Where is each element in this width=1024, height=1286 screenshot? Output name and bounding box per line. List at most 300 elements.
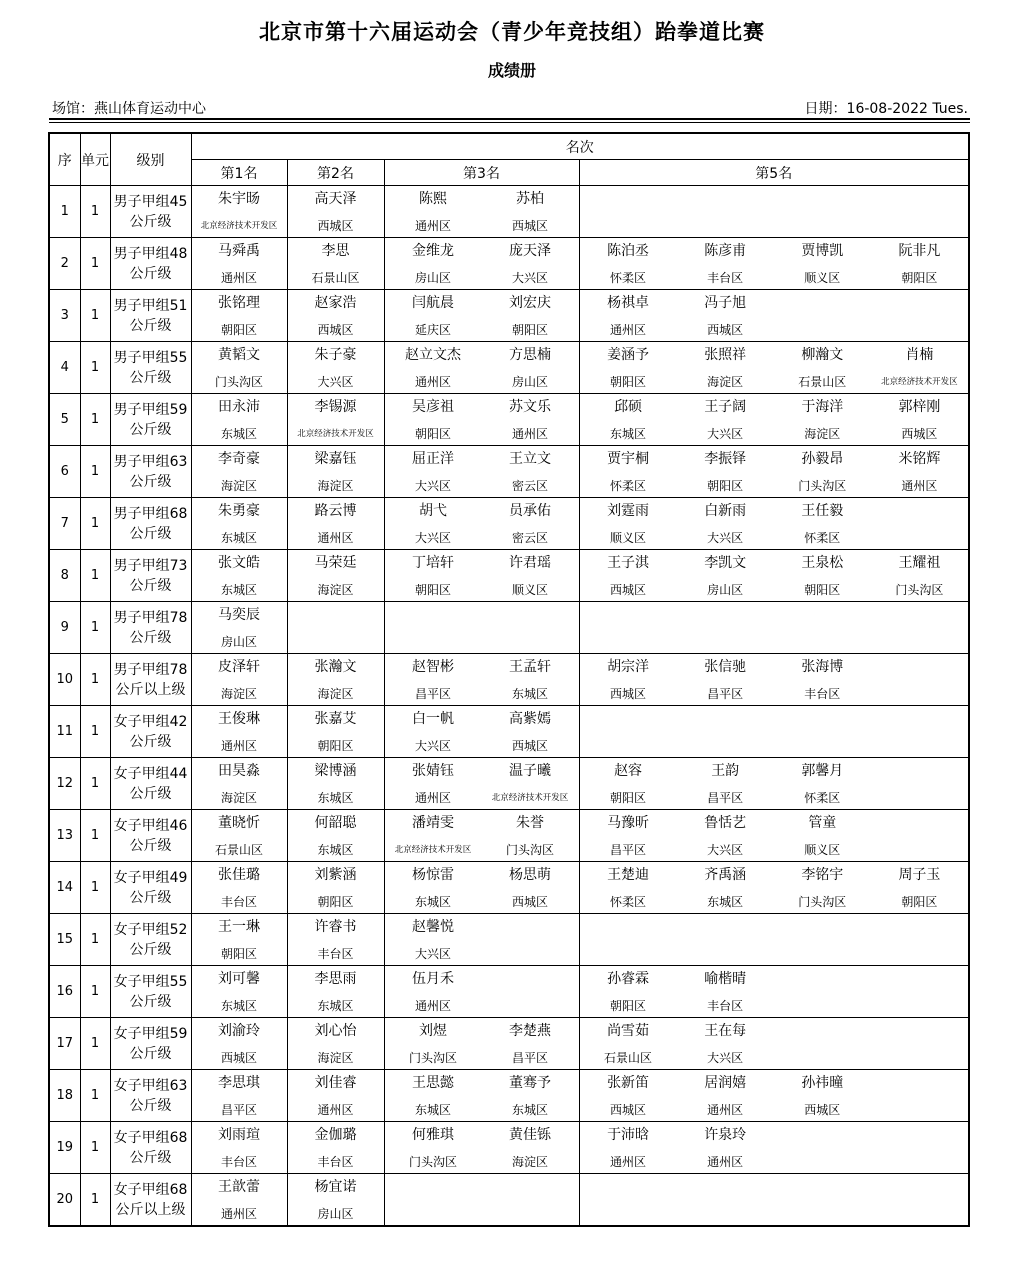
- third-place-group: [385, 446, 579, 497]
- third-place-group: [385, 498, 579, 549]
- athlete-entry: [677, 1122, 774, 1173]
- athlete-entry: [192, 186, 287, 237]
- row-category: [110, 446, 191, 498]
- athlete-name: 李奇豪: [218, 451, 260, 467]
- athlete-entry: [774, 342, 871, 393]
- athlete-district: 东城区: [511, 1103, 548, 1117]
- row-seq: 14: [49, 862, 80, 914]
- athlete-name: 赵馨悦: [412, 919, 454, 935]
- athlete-district: 西城区: [804, 1103, 841, 1117]
- athlete-entry: [871, 238, 968, 289]
- athlete-name: 张婧钰: [412, 763, 454, 779]
- category-line-1: 男子甲组45: [113, 193, 188, 210]
- third-place-cell: [384, 342, 579, 394]
- athlete-district: 大兴区: [707, 1051, 744, 1065]
- athlete-entry: [288, 914, 384, 965]
- third-place-group: [385, 862, 579, 913]
- table-row: [49, 914, 969, 966]
- header-seq: 序: [49, 133, 80, 186]
- athlete-entry: [677, 1018, 774, 1069]
- header-rule-thin: [49, 122, 970, 123]
- athlete-district: 东城区: [610, 427, 647, 441]
- second-place-cell: [287, 394, 384, 446]
- header-category: 级别: [110, 133, 191, 186]
- athlete-district: 门头沟区: [895, 583, 944, 597]
- athlete-entry: [871, 862, 968, 913]
- athlete-entry: [774, 446, 871, 497]
- athlete-name: 孙祎曈: [801, 1075, 844, 1091]
- row-seq: 10: [49, 654, 80, 706]
- athlete-district: 大兴区: [414, 479, 451, 493]
- third-place-cell: [384, 966, 579, 1018]
- fifth-place-group: [580, 290, 969, 341]
- category-line-2: 公斤级: [129, 577, 172, 594]
- athlete-district: 东城区: [317, 999, 354, 1013]
- third-place-cell: [384, 394, 579, 446]
- athlete-name: 马奕辰: [218, 607, 260, 623]
- athlete-name: 马豫昕: [607, 815, 650, 831]
- third-place-cell: [384, 862, 579, 914]
- athlete-entry: [288, 342, 384, 393]
- row-unit: 1: [80, 654, 110, 706]
- row-category: [110, 966, 191, 1018]
- athlete-entry: [482, 1122, 579, 1173]
- athlete-name: 皮泽轩: [218, 659, 260, 675]
- athlete-name: 李锡源: [314, 399, 357, 415]
- athlete-district: 东城区: [220, 999, 257, 1013]
- athlete-district: 海淀区: [317, 687, 354, 701]
- athlete-name: 张铭理: [218, 295, 260, 311]
- athlete-district: 西城区: [511, 219, 548, 233]
- athlete-name: 金维龙: [412, 243, 454, 259]
- athlete-district: 海淀区: [804, 427, 841, 441]
- first-place-cell: [191, 238, 287, 290]
- athlete-district: 石景山区: [604, 1051, 653, 1065]
- third-place-cell: [384, 706, 579, 758]
- athlete-name: 张佳璐: [218, 867, 260, 883]
- athlete-entry: [580, 342, 677, 393]
- athlete-district: 延庆区: [414, 323, 451, 337]
- athlete-district: 昌平区: [610, 843, 647, 857]
- athlete-name: 黄佳铄: [509, 1127, 551, 1143]
- category-line-1: 男子甲组55: [113, 349, 188, 366]
- athlete-district: 朝阳区: [414, 583, 451, 597]
- athlete-name: 赵家浩: [314, 295, 357, 311]
- second-place-cell: [287, 706, 384, 758]
- athlete-name: 许睿书: [314, 919, 357, 935]
- third-place-group: [385, 290, 579, 341]
- athlete-entry: [677, 238, 774, 289]
- athlete-name: 员承佑: [509, 503, 551, 519]
- athlete-name: 柳瀚文: [801, 347, 844, 363]
- athlete-name: 潘靖雯: [412, 815, 454, 831]
- fifth-place-cell: [579, 1070, 969, 1122]
- athlete-entry: [774, 810, 871, 861]
- athlete-district: 通州区: [414, 999, 451, 1013]
- row-category: [110, 810, 191, 862]
- first-place-cell: [191, 1018, 287, 1070]
- athlete-district: 大兴区: [414, 739, 451, 753]
- athlete-district: 丰台区: [317, 1155, 354, 1169]
- fifth-place-cell: [579, 290, 969, 342]
- athlete-district: 东城区: [317, 843, 354, 857]
- athlete-name: 于沛晗: [607, 1127, 650, 1143]
- row-category: [110, 1070, 191, 1122]
- athlete-district: 顺义区: [610, 531, 647, 545]
- row-unit: 1: [80, 498, 110, 550]
- first-place-cell: [191, 446, 287, 498]
- third-place-cell: [384, 602, 579, 654]
- athlete-entry: [774, 862, 871, 913]
- third-place-cell: [384, 186, 579, 238]
- results-table: [48, 132, 970, 1227]
- first-place-cell: [191, 290, 287, 342]
- table-row: [49, 342, 969, 394]
- athlete-entry: [385, 446, 482, 497]
- athlete-district: 丰台区: [317, 947, 354, 961]
- athlete-district: 海淀区: [317, 583, 354, 597]
- third-place-cell: [384, 238, 579, 290]
- row-seq: 8: [49, 550, 80, 602]
- athlete-entry: [288, 238, 384, 289]
- second-place-cell: [287, 1174, 384, 1227]
- athlete-district: 东城区: [511, 687, 548, 701]
- athlete-name: 苏柏: [516, 191, 544, 207]
- row-unit: 1: [80, 1122, 110, 1174]
- athlete-district: 房山区: [220, 635, 257, 649]
- athlete-name: 刘煜: [419, 1023, 447, 1039]
- athlete-entry: [482, 394, 579, 445]
- athlete-name: 赵容: [614, 763, 643, 779]
- athlete-district: 北京经济技术开发区: [394, 845, 472, 855]
- athlete-district: 大兴区: [317, 375, 354, 389]
- athlete-name: 张海博: [801, 659, 844, 675]
- third-place-cell: [384, 758, 579, 810]
- third-place-cell: [384, 914, 579, 966]
- athlete-entry: [385, 186, 482, 237]
- athlete-name: 王子阔: [704, 399, 747, 415]
- athlete-district: 朝阳区: [901, 271, 938, 285]
- athlete-entry: [677, 290, 774, 341]
- row-seq: 7: [49, 498, 80, 550]
- fifth-place-cell: [579, 1018, 969, 1070]
- athlete-district: 朝阳区: [610, 999, 647, 1013]
- category-line-1: 女子甲组68: [113, 1129, 188, 1146]
- category-line-1: 女子甲组44: [113, 765, 188, 782]
- athlete-district: 朝阳区: [610, 791, 647, 805]
- athlete-name: 李思雨: [314, 971, 357, 987]
- athlete-name: 孙毅昂: [801, 451, 844, 467]
- row-unit: 1: [80, 706, 110, 758]
- athlete-name: 管童: [808, 815, 837, 831]
- third-place-group: [385, 1122, 579, 1173]
- second-place-cell: [287, 602, 384, 654]
- athlete-name: 周子玉: [898, 867, 941, 883]
- athlete-entry: [677, 342, 774, 393]
- athlete-entry: [385, 1018, 482, 1069]
- athlete-entry: [677, 654, 774, 705]
- category-line-1: 女子甲组63: [113, 1077, 188, 1094]
- fifth-place-cell: [579, 342, 969, 394]
- athlete-entry: [385, 706, 482, 757]
- athlete-name: 刘心怡: [314, 1023, 357, 1039]
- athlete-entry: [385, 1122, 482, 1173]
- first-place-cell: [191, 498, 287, 550]
- row-seq: 19: [49, 1122, 80, 1174]
- athlete-entry: [871, 394, 968, 445]
- athlete-district: 朝阳区: [707, 479, 744, 493]
- athlete-name: 高紫嫣: [509, 711, 551, 727]
- athlete-name: 王思懿: [412, 1075, 454, 1091]
- athlete-district: 房山区: [707, 583, 744, 597]
- category-line-1: 女子甲组46: [113, 817, 188, 834]
- athlete-name: 张嘉艾: [314, 711, 357, 727]
- athlete-name: 屈正洋: [412, 451, 454, 467]
- athlete-district: 朝阳区: [414, 427, 451, 441]
- athlete-entry: [774, 758, 871, 809]
- athlete-district: 西城区: [707, 323, 744, 337]
- athlete-name: 邱硕: [614, 399, 643, 415]
- athlete-name: 贾博凯: [801, 243, 844, 259]
- row-category: [110, 290, 191, 342]
- category-line-2: 公斤以上级: [115, 1201, 186, 1218]
- athlete-name: 吴彦祖: [412, 399, 454, 415]
- category-line-2: 公斤级: [129, 889, 172, 906]
- row-seq: 5: [49, 394, 80, 446]
- athlete-entry: [385, 966, 482, 1017]
- category-line-2: 公斤级: [129, 265, 172, 282]
- athlete-name: 方思楠: [509, 347, 551, 363]
- third-place-cell: [384, 654, 579, 706]
- athlete-district: 海淀区: [317, 1051, 354, 1065]
- table-row: [49, 394, 969, 446]
- athlete-entry: [385, 654, 482, 705]
- athlete-district: 丰台区: [707, 999, 744, 1013]
- row-category: [110, 1018, 191, 1070]
- athlete-name: 朱宇旸: [218, 191, 260, 207]
- athlete-name: 李凯文: [704, 555, 747, 571]
- second-place-cell: [287, 758, 384, 810]
- category-line-2: 公斤级: [129, 629, 172, 646]
- category-line-1: 男子甲组73: [113, 557, 188, 574]
- athlete-district: 怀柔区: [610, 895, 647, 909]
- athlete-district: 海淀区: [317, 479, 354, 493]
- athlete-entry: [580, 966, 677, 1017]
- athlete-entry: [482, 186, 579, 237]
- athlete-district: 东城区: [220, 583, 257, 597]
- athlete-entry: [677, 862, 774, 913]
- first-place-cell: [191, 758, 287, 810]
- category-line-2: 公斤级: [129, 525, 172, 542]
- results-body: [49, 186, 969, 1227]
- athlete-entry: [677, 810, 774, 861]
- fifth-place-group: [580, 238, 969, 289]
- header-unit: 单元: [80, 133, 110, 186]
- category-line-2: 公斤级: [129, 941, 172, 958]
- athlete-entry: [192, 758, 287, 809]
- fifth-place-group: [580, 966, 969, 1017]
- athlete-district: 密云区: [511, 531, 548, 545]
- third-place-cell: [384, 1174, 579, 1227]
- athlete-name: 李铭宇: [801, 867, 844, 883]
- second-place-cell: [287, 1070, 384, 1122]
- athlete-entry: [482, 290, 579, 341]
- second-place-cell: [287, 550, 384, 602]
- athlete-entry: [192, 498, 287, 549]
- table-row: [49, 238, 969, 290]
- athlete-entry: [288, 862, 384, 913]
- row-category: [110, 342, 191, 394]
- venue-label: 场馆：燕山体育运动中心: [52, 101, 206, 117]
- row-seq: 2: [49, 238, 80, 290]
- athlete-district: 顺义区: [511, 583, 548, 597]
- athlete-entry: [580, 1122, 677, 1173]
- row-seq: 9: [49, 602, 80, 654]
- athlete-district: 北京经济技术开发区: [200, 221, 278, 231]
- athlete-district: 北京经济技术开发区: [297, 429, 374, 439]
- third-place-group: [385, 914, 579, 965]
- athlete-entry: [677, 758, 774, 809]
- athlete-district: 西城区: [901, 427, 938, 441]
- row-seq: 16: [49, 966, 80, 1018]
- second-place-cell: [287, 914, 384, 966]
- athlete-name: 王俊琳: [218, 711, 260, 727]
- third-place-group: [385, 550, 579, 601]
- third-place-cell: [384, 1070, 579, 1122]
- athlete-district: 房山区: [317, 1207, 354, 1221]
- fifth-place-group: [580, 394, 969, 445]
- athlete-name: 王子淇: [607, 555, 650, 571]
- athlete-district: 怀柔区: [610, 479, 647, 493]
- athlete-name: 闫航晨: [412, 295, 454, 311]
- athlete-entry: [385, 810, 482, 861]
- third-place-cell: [384, 1122, 579, 1174]
- row-unit: 1: [80, 602, 110, 654]
- fifth-place-group: [580, 654, 969, 705]
- row-unit: 1: [80, 550, 110, 602]
- athlete-entry: [385, 758, 482, 809]
- athlete-district: 朝阳区: [804, 583, 841, 597]
- category-line-2: 公斤级: [129, 1045, 172, 1062]
- athlete-district: 东城区: [707, 895, 744, 909]
- third-place-cell: [384, 446, 579, 498]
- row-category: [110, 758, 191, 810]
- table-row: [49, 550, 969, 602]
- athlete-entry: [580, 654, 677, 705]
- fifth-place-cell: [579, 1122, 969, 1174]
- athlete-entry: [288, 550, 384, 601]
- second-place-cell: [287, 238, 384, 290]
- athlete-entry: [580, 1070, 677, 1121]
- athlete-entry: [385, 238, 482, 289]
- category-line-1: 女子甲组59: [113, 1025, 188, 1042]
- athlete-name: 鲁恬艺: [704, 815, 747, 831]
- athlete-entry: [482, 498, 579, 549]
- header-fifth: 第5名: [579, 160, 969, 186]
- athlete-entry: [482, 550, 579, 601]
- third-place-cell: [384, 1018, 579, 1070]
- athlete-name: 赵立文杰: [405, 347, 461, 363]
- athlete-name: 赵智彬: [412, 659, 454, 675]
- athlete-entry: [192, 1018, 287, 1069]
- athlete-entry: [774, 550, 871, 601]
- fifth-place-group: [580, 550, 969, 601]
- athlete-entry: [677, 446, 774, 497]
- row-seq: 20: [49, 1174, 80, 1227]
- athlete-entry: [774, 238, 871, 289]
- row-seq: 4: [49, 342, 80, 394]
- athlete-entry: [677, 1070, 774, 1121]
- row-unit: 1: [80, 1070, 110, 1122]
- athlete-district: 昌平区: [707, 791, 744, 805]
- second-place-cell: [287, 654, 384, 706]
- third-place-group: [385, 810, 579, 861]
- athlete-entry: [192, 394, 287, 445]
- second-place-cell: [287, 186, 384, 238]
- athlete-name: 刘紫涵: [314, 867, 357, 883]
- athlete-entry: [385, 394, 482, 445]
- fifth-place-cell: [579, 550, 969, 602]
- date-label: 日期：16-08-2022 Tues.: [804, 101, 968, 117]
- athlete-entry: [288, 446, 384, 497]
- table-row: [49, 810, 969, 862]
- athlete-entry: [871, 446, 968, 497]
- athlete-entry: [677, 498, 774, 549]
- athlete-entry: [288, 654, 384, 705]
- first-place-cell: [191, 550, 287, 602]
- third-place-group: [385, 654, 579, 705]
- athlete-district: 大兴区: [414, 947, 451, 961]
- table-row: [49, 1018, 969, 1070]
- athlete-entry: [288, 1122, 384, 1173]
- category-line-1: 女子甲组68: [113, 1181, 188, 1198]
- athlete-name: 陈彦甫: [704, 243, 747, 259]
- athlete-entry: [482, 238, 579, 289]
- athlete-name: 金伽璐: [314, 1127, 357, 1143]
- athlete-entry: [482, 654, 579, 705]
- athlete-district: 朝阳区: [317, 895, 354, 909]
- first-place-cell: [191, 706, 287, 758]
- first-place-cell: [191, 810, 287, 862]
- fifth-place-group: [580, 1070, 969, 1121]
- athlete-district: 门头沟区: [798, 479, 847, 493]
- row-category: [110, 1122, 191, 1174]
- athlete-district: 海淀区: [220, 791, 257, 805]
- athlete-name: 杨祺卓: [607, 295, 650, 311]
- athlete-name: 胡弋: [419, 503, 447, 519]
- athlete-district: 顺义区: [804, 843, 841, 857]
- athlete-name: 张照祥: [704, 347, 747, 363]
- athlete-name: 田昊淼: [218, 763, 260, 779]
- athlete-district: 东城区: [220, 427, 257, 441]
- athlete-district: 通州区: [707, 1103, 744, 1117]
- fifth-place-group: [580, 1018, 969, 1069]
- athlete-entry: [288, 810, 384, 861]
- athlete-entry: [192, 654, 287, 705]
- athlete-district: 海淀区: [220, 479, 257, 493]
- athlete-district: 门头沟区: [505, 843, 554, 857]
- table-row: [49, 1174, 969, 1227]
- athlete-entry: [192, 290, 287, 341]
- athlete-district: 石景山区: [311, 271, 360, 285]
- category-line-2: 公斤级: [129, 1149, 172, 1166]
- category-line-2: 公斤级: [129, 785, 172, 802]
- category-line-2: 公斤级: [129, 993, 172, 1010]
- fifth-place-group: [580, 1122, 969, 1173]
- athlete-name: 马荣廷: [314, 555, 357, 571]
- athlete-entry: [192, 446, 287, 497]
- athlete-entry: [774, 654, 871, 705]
